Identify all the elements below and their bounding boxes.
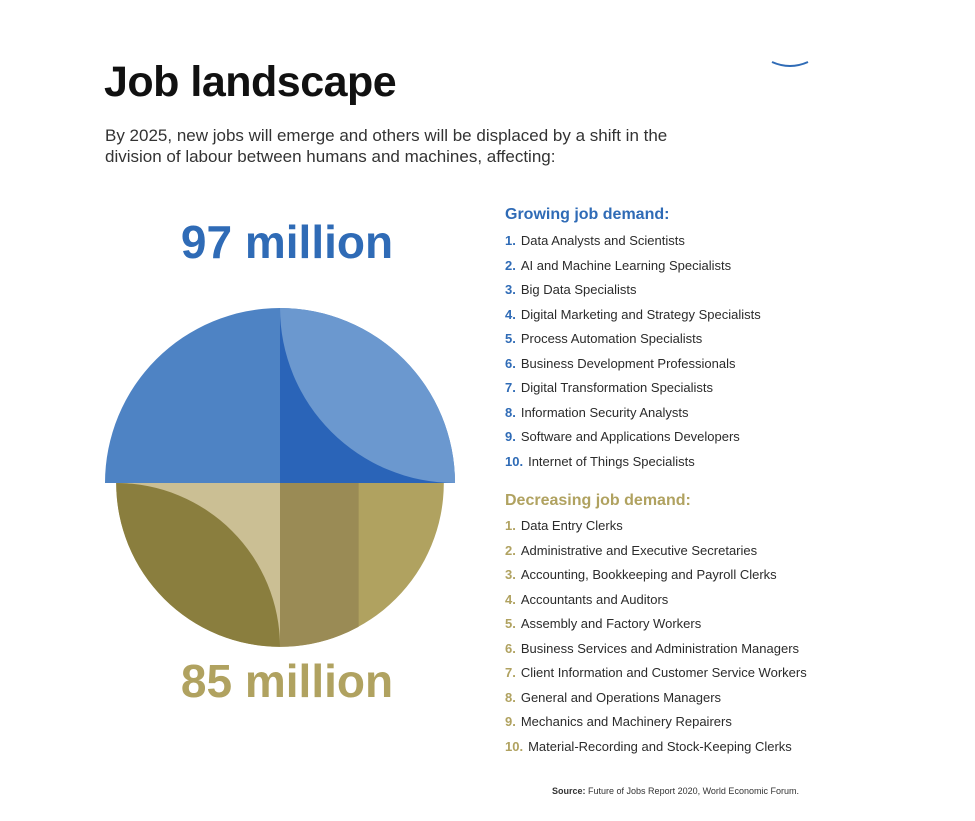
item-number: 9.	[505, 429, 516, 444]
decreasing-semicircle	[116, 483, 444, 647]
source-note	[552, 786, 799, 796]
source-label: Source:	[552, 786, 586, 796]
source-text: Future of Jobs Report 2020, World Economic Forum.	[588, 786, 799, 796]
decreasing-item	[505, 735, 807, 760]
corner-arc-decoration	[770, 40, 810, 70]
growing-item	[505, 254, 761, 279]
item-number: 10.	[505, 738, 524, 754]
decreasing-band-middle	[280, 483, 359, 647]
growing-item	[505, 352, 761, 377]
growing-item	[505, 401, 761, 426]
growing-item	[505, 327, 761, 352]
growing-item	[505, 450, 761, 475]
growing-semicircle	[105, 308, 455, 483]
growing-item	[505, 278, 761, 303]
decreasing-item	[505, 686, 807, 711]
item-text: Data Entry Clerks	[520, 518, 623, 533]
item-text: Software and Applications Developers	[520, 429, 740, 444]
item-text: Assembly and Factory Workers	[520, 616, 702, 631]
jobs-figure	[100, 205, 460, 705]
item-text: Accounting, Bookkeeping and Payroll Clerks	[520, 567, 777, 582]
item-number: 9.	[505, 714, 516, 729]
decreasing-list	[505, 514, 807, 759]
page-title: Job landscape	[104, 58, 397, 106]
item-number: 5.	[505, 616, 516, 631]
item-text: Client Information and Customer Service Workers	[520, 665, 807, 680]
item-number: 8.	[505, 689, 516, 705]
item-number: 7.	[505, 665, 516, 680]
item-number: 5.	[505, 331, 516, 346]
item-number: 2.	[505, 542, 516, 558]
decreasing-item	[505, 710, 807, 735]
item-number: 10.	[505, 453, 524, 469]
item-text: Process Automation Specialists	[520, 331, 703, 346]
item-number: 6.	[505, 640, 516, 656]
item-text: AI and Machine Learning Specialists	[520, 257, 732, 273]
growing-item	[505, 376, 761, 401]
decreasing-item	[505, 563, 807, 588]
item-number: 1.	[505, 518, 516, 533]
decreasing-item	[505, 612, 807, 637]
item-text: Information Security Analysts	[520, 404, 689, 420]
item-number: 2.	[505, 257, 516, 273]
item-number: 4.	[505, 306, 516, 322]
item-number: 6.	[505, 355, 516, 371]
item-number: 3.	[505, 282, 516, 297]
item-text: Big Data Specialists	[520, 282, 637, 297]
item-text: Administrative and Executive Secretaries	[520, 542, 758, 558]
decreasing-item	[505, 539, 807, 564]
item-number: 8.	[505, 404, 516, 420]
decreasing-item	[505, 661, 807, 686]
item-text: Digital Transformation Specialists	[520, 380, 714, 395]
growing-value-label: 97 million	[180, 216, 394, 268]
decreasing-heading: Decreasing job demand:	[505, 492, 691, 509]
item-number: 3.	[505, 567, 516, 582]
item-number: 7.	[505, 380, 516, 395]
item-text: Data Analysts and Scientists	[520, 233, 685, 248]
subtitle: By 2025, new jobs will emerge and others will be displaced by a shift in the division of labour between humans and machines, affecting:	[105, 126, 668, 166]
item-number: 4.	[505, 591, 516, 607]
item-text: General and Operations Managers	[520, 689, 722, 705]
growing-item	[505, 425, 761, 450]
item-text: Accountants and Auditors	[520, 591, 669, 607]
item-text: Business Development Professionals	[520, 355, 736, 371]
growing-item	[505, 229, 761, 254]
item-text: Material-Recording and Stock-Keeping Clerks	[528, 738, 792, 754]
item-text: Digital Marketing and Strategy Specialists	[520, 306, 761, 322]
decreasing-value-label: 85 million	[180, 655, 394, 705]
decreasing-item	[505, 637, 807, 662]
growing-item	[505, 303, 761, 328]
decreasing-item	[505, 514, 807, 539]
growing-heading: Growing job demand:	[505, 206, 670, 223]
item-number: 1.	[505, 233, 516, 248]
item-text: Business Services and Administration Managers	[520, 640, 800, 656]
item-text: Internet of Things Specialists	[528, 453, 695, 469]
item-text: Mechanics and Machinery Repairers	[520, 714, 732, 729]
growing-list	[505, 229, 761, 474]
decreasing-item	[505, 588, 807, 613]
